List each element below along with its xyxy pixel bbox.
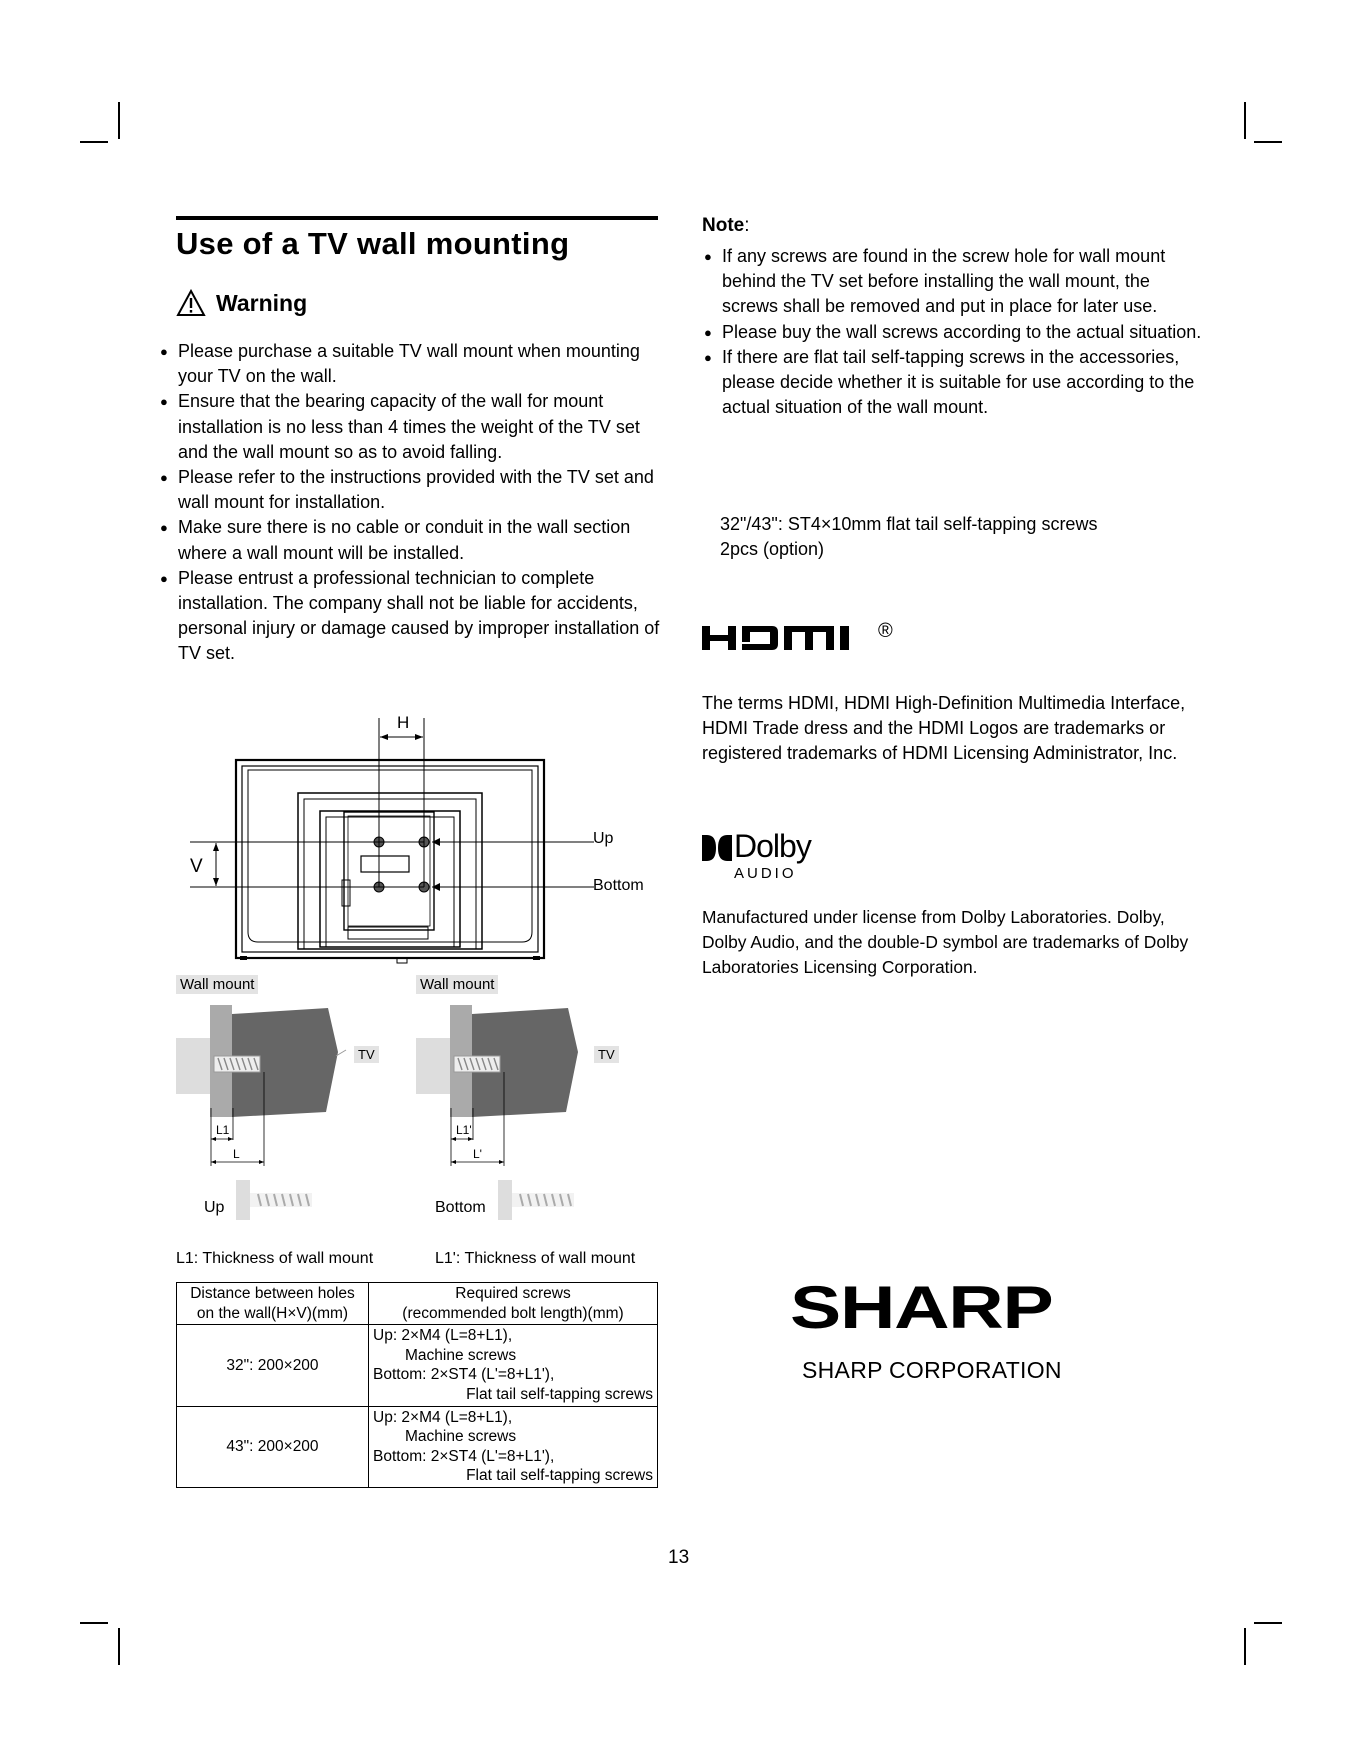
warning-title: Warning bbox=[216, 289, 308, 316]
table-header-text: on the wall(H×V)(mm) bbox=[196, 1304, 349, 1322]
table-header bbox=[177, 1283, 369, 1325]
dolby-wordmark: Dolby bbox=[734, 828, 811, 864]
double-d-icon bbox=[702, 835, 732, 861]
table-cell-size: 43": 200×200 bbox=[177, 1406, 369, 1487]
warning-icon bbox=[176, 289, 206, 317]
screw-up-label: Up bbox=[204, 1199, 225, 1216]
crop-mark bbox=[118, 102, 120, 139]
table-row bbox=[177, 1406, 658, 1487]
hdmi-registered-mark: ® bbox=[878, 620, 893, 642]
note-item: ● If there are flat tail self-tapping screws in the accessories, please decide whether it is suitable for use according to the actual situation of the wall mount. bbox=[704, 345, 1204, 421]
sharp-corporation-name: SHARP CORPORATION bbox=[802, 1357, 1062, 1383]
tapping-screw-icon bbox=[498, 1180, 578, 1220]
tv-label: TV bbox=[354, 1046, 379, 1063]
dimension-v-label: V bbox=[190, 856, 203, 877]
screw-bottom-type: Flat tail self-tapping screws bbox=[466, 1467, 653, 1485]
crop-mark bbox=[1254, 1622, 1282, 1624]
note-item: ● If any screws are found in the screw hole for wall mount behind the TV set before installing the wall mount, the screws shall be removed and put in place for later use. bbox=[704, 244, 1204, 320]
warning-item: ● Please refer to the instructions provided with the TV set and wall mount for installation. bbox=[160, 465, 660, 515]
crop-mark bbox=[1244, 102, 1246, 139]
wall-mount-label: Wall mount bbox=[416, 975, 498, 994]
l1-prime-label: L1' bbox=[456, 1123, 472, 1137]
table-cell-screws bbox=[369, 1325, 658, 1406]
crop-mark bbox=[1254, 141, 1282, 143]
screw-up-type: Machine screws bbox=[405, 1428, 517, 1446]
warning-heading bbox=[176, 289, 307, 317]
table-row bbox=[177, 1325, 658, 1406]
screw-bottom-text: Bottom: 2×ST4 (L'=8+L1'), bbox=[373, 1447, 555, 1465]
warning-item: ● Please purchase a suitable TV wall mount when mounting your TV on the wall. bbox=[160, 339, 660, 389]
table-cell-size: 32": 200×200 bbox=[177, 1325, 369, 1406]
table-header-text: Distance between holes bbox=[190, 1285, 355, 1302]
screw-bottom-label: Bottom bbox=[435, 1199, 486, 1216]
table-header-row bbox=[177, 1283, 658, 1325]
hdmi-trademark-text: The terms HDMI, HDMI High-Definition Multimedia Interface, HDMI Trade dress and the HDMI Logos are trademarks or registered trademarks of HDMI Licensing Administrator, Inc. bbox=[702, 693, 1186, 764]
table-header bbox=[369, 1283, 658, 1325]
dimension-h-label: H bbox=[397, 713, 410, 732]
spec-line: 2pcs (option) bbox=[720, 539, 825, 560]
screw-hole-marks bbox=[374, 837, 429, 892]
table-header-text: Required screws bbox=[455, 1285, 571, 1302]
warning-item: ● Please entrust a professional technician to complete installation. The company shall not be liable for accidents, personal injury or damage caused by improper installation of TV set. bbox=[160, 566, 660, 667]
warning-item: ● Make sure there is no cable or conduit in the wall section where a wall mount will be installed. bbox=[160, 515, 660, 565]
screw-bottom-text: Bottom: 2×ST4 (L'=8+L1'), bbox=[373, 1366, 555, 1384]
table-cell-screws bbox=[369, 1406, 658, 1487]
screw-up-text: Up: 2×M4 (L=8+L1), bbox=[373, 1327, 513, 1345]
sharp-logo: SHARP bbox=[790, 1274, 1053, 1341]
l-prime-label: L' bbox=[473, 1147, 482, 1161]
crop-mark bbox=[1244, 1628, 1246, 1665]
dolby-audio-label: AUDIO bbox=[734, 865, 797, 882]
dolby-trademark-text: Manufactured under license from Dolby Laboratories. Dolby, Dolby Audio, and the double-D symbol are trademarks of Dolby Laboratories Licensing Corporation. bbox=[702, 907, 1189, 978]
page-number: 13 bbox=[668, 1547, 690, 1568]
screw-bottom-type: Flat tail self-tapping screws bbox=[466, 1385, 653, 1403]
warning-list bbox=[160, 339, 660, 667]
screw-up-text: Up: 2×M4 (L=8+L1), bbox=[373, 1408, 513, 1426]
page-title: Use of a TV wall mounting bbox=[176, 226, 570, 261]
title-rule bbox=[176, 216, 658, 220]
up-hole-label: Up bbox=[593, 830, 614, 847]
screw-spec-table bbox=[176, 1282, 658, 1488]
l1-label: L1 bbox=[216, 1123, 230, 1137]
screw-spec-note bbox=[720, 512, 1200, 562]
note-item: ● Please buy the wall screws according to the actual situation. bbox=[704, 320, 1204, 345]
caption-right: L1': Thickness of wall mount bbox=[435, 1250, 636, 1267]
bottom-hole-label: Bottom bbox=[593, 877, 644, 894]
note-heading-text: Note bbox=[702, 215, 745, 236]
machine-screw-icon bbox=[236, 1180, 316, 1220]
crop-mark bbox=[118, 1628, 120, 1665]
note-list bbox=[704, 244, 1204, 420]
crop-mark bbox=[80, 1622, 108, 1624]
l-label: L bbox=[233, 1147, 240, 1161]
crop-mark bbox=[80, 141, 108, 143]
table-header-text: (recommended bolt length)(mm) bbox=[402, 1304, 624, 1322]
spec-line: 32"/43": ST4×10mm flat tail self-tapping screws bbox=[720, 514, 1098, 534]
hdmi-logo bbox=[702, 622, 870, 654]
screw-detail-right bbox=[416, 1000, 636, 1170]
note-heading: Note: bbox=[702, 215, 750, 236]
screw-detail-left bbox=[176, 1000, 396, 1170]
screw-up-type: Machine screws bbox=[405, 1346, 517, 1364]
caption-left: L1: Thickness of wall mount bbox=[176, 1250, 374, 1267]
warning-item: ● Ensure that the bearing capacity of the wall for mount installation is no less than 4 times the weight of the TV set and the wall mount so as to avoid falling. bbox=[160, 389, 660, 465]
wall-mount-label: Wall mount bbox=[176, 975, 258, 994]
tv-label: TV bbox=[594, 1046, 619, 1063]
